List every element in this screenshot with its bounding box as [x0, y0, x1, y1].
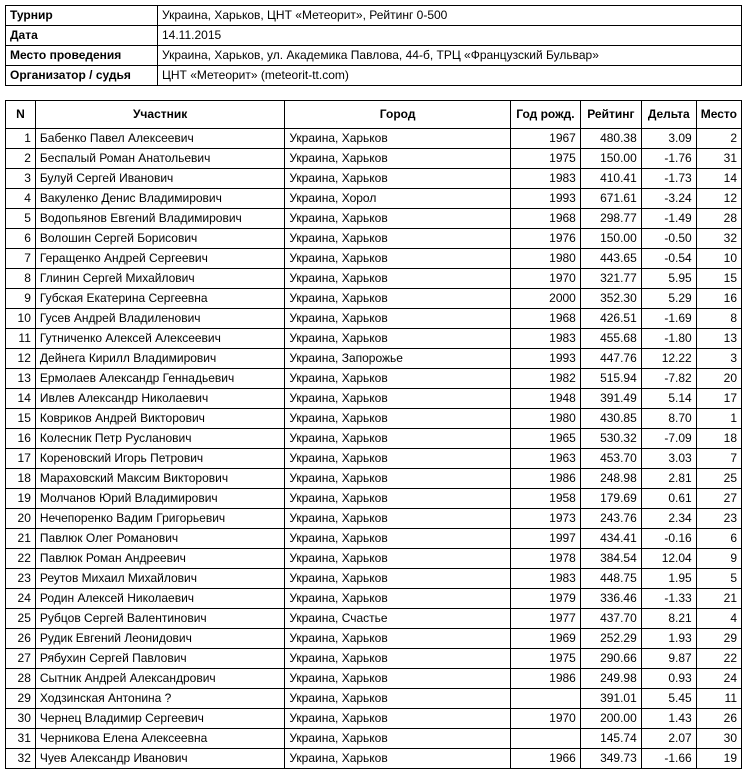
table-row — [6, 389, 742, 409]
delta: 5.29 — [641, 289, 696, 309]
birth-year: 1965 — [510, 429, 580, 449]
row-number: 2 — [6, 149, 36, 169]
delta: 12.04 — [641, 549, 696, 569]
row-number: 23 — [6, 569, 36, 589]
row-number: 8 — [6, 269, 36, 289]
birth-year: 1993 — [510, 189, 580, 209]
row-number: 12 — [6, 349, 36, 369]
birth-year — [510, 729, 580, 749]
place: 29 — [696, 629, 741, 649]
date-value: 14.11.2015 — [158, 26, 742, 46]
row-number: 1 — [6, 129, 36, 149]
birth-year: 1983 — [510, 169, 580, 189]
place: 28 — [696, 209, 741, 229]
delta: 5.45 — [641, 689, 696, 709]
table-row — [6, 449, 742, 469]
place: 26 — [696, 709, 741, 729]
place: 2 — [696, 129, 741, 149]
place: 14 — [696, 169, 741, 189]
table-row — [6, 309, 742, 329]
participant-city: Украина, Харьков — [285, 709, 511, 729]
place: 18 — [696, 429, 741, 449]
participant-city: Украина, Харьков — [285, 289, 511, 309]
place: 23 — [696, 509, 741, 529]
place: 6 — [696, 529, 741, 549]
birth-year: 1993 — [510, 349, 580, 369]
row-number: 21 — [6, 529, 36, 549]
place: 17 — [696, 389, 741, 409]
participant-city: Украина, Харьков — [285, 529, 511, 549]
birth-year: 1975 — [510, 149, 580, 169]
participant-name: Колесник Петр Русланович — [35, 429, 284, 449]
place: 16 — [696, 289, 741, 309]
table-row — [6, 509, 742, 529]
participant-name: Чернец Владимир Сергеевич — [35, 709, 284, 729]
participant-city: Украина, Харьков — [285, 729, 511, 749]
participant-name: Дейнега Кирилл Владимирович — [35, 349, 284, 369]
participant-name: Павлюк Роман Андреевич — [35, 549, 284, 569]
row-number: 32 — [6, 749, 36, 769]
delta: 2.07 — [641, 729, 696, 749]
rating: 455.68 — [580, 329, 641, 349]
place: 10 — [696, 249, 741, 269]
participant-name: Чуев Александр Иванович — [35, 749, 284, 769]
delta: 2.34 — [641, 509, 696, 529]
row-number: 13 — [6, 369, 36, 389]
birth-year: 1979 — [510, 589, 580, 609]
delta: 2.81 — [641, 469, 696, 489]
place: 13 — [696, 329, 741, 349]
birth-year: 1978 — [510, 549, 580, 569]
table-row — [6, 629, 742, 649]
delta: -7.82 — [641, 369, 696, 389]
participant-city: Украина, Харьков — [285, 629, 511, 649]
participant-city: Украина, Харьков — [285, 369, 511, 389]
rating: 447.76 — [580, 349, 641, 369]
participant-name: Молчанов Юрий Владимирович — [35, 489, 284, 509]
delta: 1.95 — [641, 569, 696, 589]
rating: 480.38 — [580, 129, 641, 149]
birth-year: 1982 — [510, 369, 580, 389]
participant-city: Украина, Харьков — [285, 329, 511, 349]
rating: 336.46 — [580, 589, 641, 609]
birth-year: 1983 — [510, 329, 580, 349]
row-number: 14 — [6, 389, 36, 409]
participant-city: Украина, Харьков — [285, 229, 511, 249]
info-row-organizer — [6, 66, 742, 86]
header-n: N — [6, 101, 36, 129]
table-row — [6, 369, 742, 389]
participant-name: Ходзинская Антонина ? — [35, 689, 284, 709]
delta: 5.14 — [641, 389, 696, 409]
row-number: 29 — [6, 689, 36, 709]
delta: 3.03 — [641, 449, 696, 469]
birth-year: 1976 — [510, 229, 580, 249]
organizer-value: ЦНТ «Метеорит» (meteorit-tt.com) — [158, 66, 742, 86]
place: 5 — [696, 569, 741, 589]
place: 20 — [696, 369, 741, 389]
rating: 179.69 — [580, 489, 641, 509]
table-row — [6, 229, 742, 249]
rating: 298.77 — [580, 209, 641, 229]
birth-year: 1969 — [510, 629, 580, 649]
table-row — [6, 149, 742, 169]
participant-city: Украина, Харьков — [285, 509, 511, 529]
rating: 426.51 — [580, 309, 641, 329]
place: 24 — [696, 669, 741, 689]
participant-city: Украина, Харьков — [285, 409, 511, 429]
birth-year: 1968 — [510, 309, 580, 329]
place: 25 — [696, 469, 741, 489]
row-number: 9 — [6, 289, 36, 309]
header-city: Город — [285, 101, 511, 129]
participant-name: Рябухин Сергей Павлович — [35, 649, 284, 669]
table-row — [6, 289, 742, 309]
place: 12 — [696, 189, 741, 209]
participant-city: Украина, Харьков — [285, 449, 511, 469]
delta: 3.09 — [641, 129, 696, 149]
header-delta: Дельта — [641, 101, 696, 129]
rating: 249.98 — [580, 669, 641, 689]
place: 3 — [696, 349, 741, 369]
table-row — [6, 709, 742, 729]
tournament-label: Турнир — [6, 6, 158, 26]
participant-name: Нечепоренко Вадим Григорьевич — [35, 509, 284, 529]
place: 8 — [696, 309, 741, 329]
delta: 0.93 — [641, 669, 696, 689]
rating: 243.76 — [580, 509, 641, 529]
rating: 443.65 — [580, 249, 641, 269]
rating: 453.70 — [580, 449, 641, 469]
delta: 8.21 — [641, 609, 696, 629]
participant-name: Мараховский Максим Викторович — [35, 469, 284, 489]
rating: 410.41 — [580, 169, 641, 189]
row-number: 25 — [6, 609, 36, 629]
participant-city: Украина, Харьков — [285, 489, 511, 509]
rating: 671.61 — [580, 189, 641, 209]
participant-name: Булуй Сергей Иванович — [35, 169, 284, 189]
table-row — [6, 649, 742, 669]
participant-name: Водопьянов Евгений Владимирович — [35, 209, 284, 229]
participant-name: Геращенко Андрей Сергеевич — [35, 249, 284, 269]
birth-year: 1970 — [510, 709, 580, 729]
birth-year: 1997 — [510, 529, 580, 549]
birth-year: 1980 — [510, 249, 580, 269]
row-number: 10 — [6, 309, 36, 329]
participant-name: Беспалый Роман Анатольевич — [35, 149, 284, 169]
info-row-tournament — [6, 6, 742, 26]
place: 32 — [696, 229, 741, 249]
participant-city: Украина, Харьков — [285, 269, 511, 289]
participant-city: Украина, Харьков — [285, 149, 511, 169]
participant-city: Украина, Харьков — [285, 649, 511, 669]
rating: 391.49 — [580, 389, 641, 409]
delta: 1.93 — [641, 629, 696, 649]
place: 11 — [696, 689, 741, 709]
table-row — [6, 349, 742, 369]
participant-city: Украина, Харьков — [285, 129, 511, 149]
place: 21 — [696, 589, 741, 609]
table-row — [6, 489, 742, 509]
participant-name: Глинин Сергей Михайлович — [35, 269, 284, 289]
venue-value: Украина, Харьков, ул. Академика Павлова, 44-б, ТРЦ «Французский Бульвар» — [158, 46, 742, 66]
birth-year: 1958 — [510, 489, 580, 509]
table-row — [6, 209, 742, 229]
table-row — [6, 669, 742, 689]
row-number: 20 — [6, 509, 36, 529]
participant-city: Украина, Харьков — [285, 469, 511, 489]
rating: 384.54 — [580, 549, 641, 569]
table-row — [6, 609, 742, 629]
rating: 321.77 — [580, 269, 641, 289]
participant-city: Украина, Счастье — [285, 609, 511, 629]
place: 7 — [696, 449, 741, 469]
table-row — [6, 729, 742, 749]
table-row — [6, 189, 742, 209]
participant-name: Павлюк Олег Романович — [35, 529, 284, 549]
place: 30 — [696, 729, 741, 749]
rating: 290.66 — [580, 649, 641, 669]
tournament-value: Украина, Харьков, ЦНТ «Метеорит», Рейтинг 0-500 — [158, 6, 742, 26]
rating: 352.30 — [580, 289, 641, 309]
row-number: 24 — [6, 589, 36, 609]
row-number: 17 — [6, 449, 36, 469]
delta: -0.50 — [641, 229, 696, 249]
birth-year — [510, 689, 580, 709]
delta: 0.61 — [641, 489, 696, 509]
row-number: 27 — [6, 649, 36, 669]
birth-year: 1966 — [510, 749, 580, 769]
table-header-row — [6, 101, 742, 129]
row-number: 31 — [6, 729, 36, 749]
participant-name: Волошин Сергей Борисович — [35, 229, 284, 249]
row-number: 4 — [6, 189, 36, 209]
birth-year: 1975 — [510, 649, 580, 669]
participant-name: Черникова Елена Алексеевна — [35, 729, 284, 749]
rating: 150.00 — [580, 149, 641, 169]
rating: 145.74 — [580, 729, 641, 749]
place: 1 — [696, 409, 741, 429]
date-label: Дата — [6, 26, 158, 46]
delta: 1.43 — [641, 709, 696, 729]
header-participant: Участник — [35, 101, 284, 129]
rating: 530.32 — [580, 429, 641, 449]
birth-year: 1973 — [510, 509, 580, 529]
row-number: 15 — [6, 409, 36, 429]
participant-name: Реутов Михаил Михайлович — [35, 569, 284, 589]
delta: -3.24 — [641, 189, 696, 209]
participant-name: Родин Алексей Николаевич — [35, 589, 284, 609]
participant-city: Украина, Харьков — [285, 249, 511, 269]
table-row — [6, 469, 742, 489]
table-row — [6, 269, 742, 289]
birth-year: 1986 — [510, 469, 580, 489]
participant-city: Украина, Харьков — [285, 569, 511, 589]
table-row — [6, 589, 742, 609]
table-row — [6, 429, 742, 449]
delta: 8.70 — [641, 409, 696, 429]
place: 31 — [696, 149, 741, 169]
row-number: 16 — [6, 429, 36, 449]
delta: -1.49 — [641, 209, 696, 229]
delta: -1.80 — [641, 329, 696, 349]
rating: 437.70 — [580, 609, 641, 629]
delta: -1.73 — [641, 169, 696, 189]
place: 19 — [696, 749, 741, 769]
participant-city: Украина, Харьков — [285, 689, 511, 709]
row-number: 7 — [6, 249, 36, 269]
row-number: 11 — [6, 329, 36, 349]
table-row — [6, 529, 742, 549]
row-number: 3 — [6, 169, 36, 189]
birth-year: 1968 — [510, 209, 580, 229]
venue-label: Место проведения — [6, 46, 158, 66]
delta: -1.69 — [641, 309, 696, 329]
participant-name: Бабенко Павел Алексеевич — [35, 129, 284, 149]
participant-city: Украина, Хорол — [285, 189, 511, 209]
delta: -1.76 — [641, 149, 696, 169]
participant-name: Губская Екатерина Сергеевна — [35, 289, 284, 309]
delta: -0.54 — [641, 249, 696, 269]
rating: 252.29 — [580, 629, 641, 649]
participant-city: Украина, Харьков — [285, 749, 511, 769]
place: 22 — [696, 649, 741, 669]
rating: 200.00 — [580, 709, 641, 729]
participants-table — [5, 100, 742, 769]
participant-name: Ивлев Александр Николаевич — [35, 389, 284, 409]
participant-name: Гутниченко Алексей Алексеевич — [35, 329, 284, 349]
table-row — [6, 329, 742, 349]
row-number: 28 — [6, 669, 36, 689]
info-row-date — [6, 26, 742, 46]
participant-name: Ковриков Андрей Викторович — [35, 409, 284, 429]
delta: 5.95 — [641, 269, 696, 289]
delta: 12.22 — [641, 349, 696, 369]
table-row — [6, 249, 742, 269]
participant-name: Рубцов Сергей Валентинович — [35, 609, 284, 629]
row-number: 18 — [6, 469, 36, 489]
place: 9 — [696, 549, 741, 569]
birth-year: 1967 — [510, 129, 580, 149]
participant-city: Украина, Харьков — [285, 589, 511, 609]
row-number: 6 — [6, 229, 36, 249]
rating: 434.41 — [580, 529, 641, 549]
participant-city: Украина, Харьков — [285, 309, 511, 329]
birth-year: 1948 — [510, 389, 580, 409]
birth-year: 1977 — [510, 609, 580, 629]
place: 4 — [696, 609, 741, 629]
header-rating: Рейтинг — [580, 101, 641, 129]
participant-city: Украина, Запорожье — [285, 349, 511, 369]
header-place: Место — [696, 101, 741, 129]
birth-year: 1986 — [510, 669, 580, 689]
participant-city: Украина, Харьков — [285, 429, 511, 449]
table-row — [6, 409, 742, 429]
table-row — [6, 569, 742, 589]
birth-year: 1963 — [510, 449, 580, 469]
rating: 150.00 — [580, 229, 641, 249]
rating: 515.94 — [580, 369, 641, 389]
table-row — [6, 549, 742, 569]
table-row — [6, 689, 742, 709]
table-row — [6, 129, 742, 149]
participant-name: Сытник Андрей Александрович — [35, 669, 284, 689]
row-number: 22 — [6, 549, 36, 569]
participant-city: Украина, Харьков — [285, 169, 511, 189]
delta: 9.87 — [641, 649, 696, 669]
birth-year: 1980 — [510, 409, 580, 429]
rating: 448.75 — [580, 569, 641, 589]
delta: -1.33 — [641, 589, 696, 609]
participant-city: Украина, Харьков — [285, 209, 511, 229]
place: 15 — [696, 269, 741, 289]
rating: 349.73 — [580, 749, 641, 769]
participant-city: Украина, Харьков — [285, 549, 511, 569]
birth-year: 2000 — [510, 289, 580, 309]
participant-city: Украина, Харьков — [285, 669, 511, 689]
delta: -0.16 — [641, 529, 696, 549]
participant-name: Кореновский Игорь Петрович — [35, 449, 284, 469]
row-number: 5 — [6, 209, 36, 229]
row-number: 30 — [6, 709, 36, 729]
delta: -7.09 — [641, 429, 696, 449]
tournament-info-table — [5, 5, 742, 86]
birth-year: 1983 — [510, 569, 580, 589]
rating: 391.01 — [580, 689, 641, 709]
rating: 430.85 — [580, 409, 641, 429]
birth-year: 1970 — [510, 269, 580, 289]
participant-name: Рудик Евгений Леонидович — [35, 629, 284, 649]
organizer-label: Организатор / судья — [6, 66, 158, 86]
row-number: 19 — [6, 489, 36, 509]
info-row-venue — [6, 46, 742, 66]
table-row — [6, 749, 742, 769]
delta: -1.66 — [641, 749, 696, 769]
row-number: 26 — [6, 629, 36, 649]
participant-name: Ермолаев Александр Геннадьевич — [35, 369, 284, 389]
place: 27 — [696, 489, 741, 509]
table-row — [6, 169, 742, 189]
header-birth-year: Год рожд. — [510, 101, 580, 129]
participant-name: Вакуленко Денис Владимирович — [35, 189, 284, 209]
participant-name: Гусев Андрей Владиленович — [35, 309, 284, 329]
rating: 248.98 — [580, 469, 641, 489]
participant-city: Украина, Харьков — [285, 389, 511, 409]
